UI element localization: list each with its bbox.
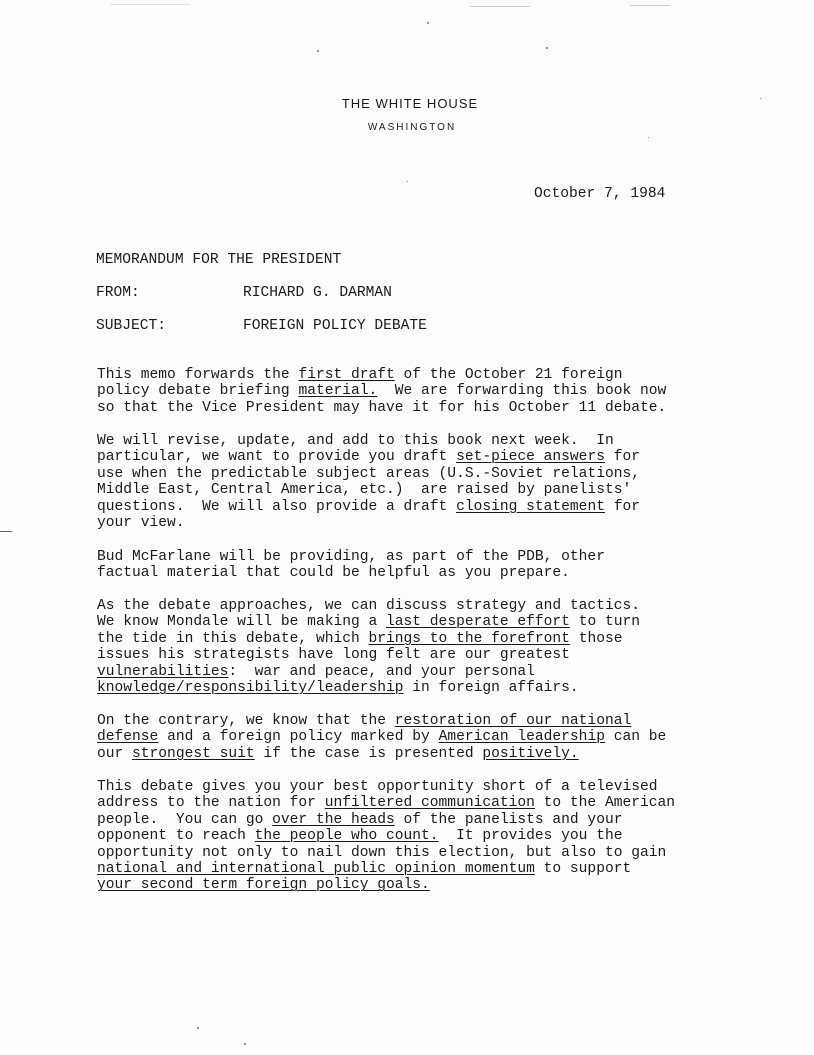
text-run: policy debate briefing xyxy=(97,383,299,400)
text-run: opportunity not only to nail down this election, but also to gain xyxy=(97,844,667,861)
text-line xyxy=(97,383,757,399)
text-run: to the American xyxy=(534,795,676,812)
text-run: use when the predictable subject areas (U.S.-Soviet relations, xyxy=(97,465,640,482)
text-line xyxy=(97,400,757,416)
text-run: We know Mondale will be making a xyxy=(97,614,387,631)
scan-speck xyxy=(648,137,649,138)
text-run: those xyxy=(569,630,623,647)
underlined-phrase: national and international public opinion momentum xyxy=(97,860,535,877)
text-line xyxy=(97,729,757,745)
text-line xyxy=(97,367,757,383)
text-line xyxy=(97,631,757,647)
text-run: issues his strategists have long felt are our greatest xyxy=(97,647,570,664)
text-line xyxy=(97,861,757,877)
text-line xyxy=(97,598,757,614)
underlined-phrase: positively. xyxy=(482,745,579,762)
text-line xyxy=(97,680,757,696)
text-line xyxy=(97,877,757,893)
scan-speck xyxy=(244,1043,246,1045)
text-run: We will revise, update, and add to this book next week. In xyxy=(97,433,614,449)
text-run: On the contrary, we know that the xyxy=(97,713,395,729)
scan-speck xyxy=(317,50,319,52)
scan-mark xyxy=(470,6,530,7)
text-line xyxy=(97,482,757,498)
text-run: to turn xyxy=(569,614,640,631)
text-run: : war and peace, and your personal xyxy=(228,663,535,680)
text-run: It provides you the xyxy=(438,828,623,845)
from-value: RICHARD G. DARMAN xyxy=(243,285,392,301)
text-line xyxy=(97,515,757,531)
text-line xyxy=(97,664,757,680)
text-line xyxy=(97,565,757,581)
paragraph-6 xyxy=(97,779,757,894)
underlined-phrase: knowledge/responsibility/leadership xyxy=(97,679,404,696)
scan-speck xyxy=(760,98,761,99)
text-line xyxy=(97,746,757,762)
text-run: Middle East, Central America, etc.) are raised by panelists' xyxy=(97,482,632,499)
letterhead-title: THE WHITE HOUSE xyxy=(341,96,479,111)
paragraph-3 xyxy=(97,549,757,582)
text-line xyxy=(97,845,757,861)
text-line xyxy=(97,466,757,482)
underlined-phrase: the people who count. xyxy=(254,828,439,845)
text-run: for xyxy=(604,449,640,466)
text-run: This debate gives you your best opportunity short of a televised xyxy=(97,779,658,795)
underlined-phrase: vulnerabilities xyxy=(97,663,229,680)
text-run: As the debate approaches, we can discuss strategy and tactics. xyxy=(97,598,640,614)
underlined-phrase: last desperate effort xyxy=(386,614,570,631)
paragraph-1 xyxy=(97,367,757,416)
text-run: our xyxy=(97,745,133,762)
text-run: in foreign affairs. xyxy=(403,679,579,696)
paragraph-4 xyxy=(97,598,757,696)
underlined-phrase: closing statement xyxy=(456,498,605,515)
memo-addressee: MEMORANDUM FOR THE PRESIDENT xyxy=(96,252,342,268)
text-line xyxy=(97,779,757,795)
text-run: factual material that could be helpful as you prepare. xyxy=(97,565,570,582)
text-run: opponent to reach xyxy=(97,828,255,845)
underlined-phrase: material. xyxy=(298,383,378,400)
text-line xyxy=(97,549,757,565)
scan-mark xyxy=(110,4,190,5)
underlined-phrase: defense xyxy=(97,729,159,746)
scan-speck xyxy=(427,22,429,24)
underlined-phrase: first draft xyxy=(298,367,395,383)
text-line xyxy=(97,828,757,844)
text-run: so that the Vice President may have it for his October 11 debate. xyxy=(97,399,667,416)
paragraph-5 xyxy=(97,713,757,762)
text-line xyxy=(97,433,757,449)
underlined-phrase: your second term foreign policy goals. xyxy=(97,877,430,894)
text-run: particular, we want to provide you draft xyxy=(97,449,457,466)
text-line xyxy=(97,614,757,630)
memo-from-line xyxy=(96,285,392,302)
underlined-phrase: American leadership xyxy=(438,729,605,746)
text-run: address to the nation for xyxy=(97,795,325,812)
scan-mark xyxy=(630,5,670,6)
text-line xyxy=(97,499,757,515)
scan-speck xyxy=(197,1027,199,1029)
memo-subject-line xyxy=(96,318,427,335)
text-run: can be xyxy=(604,729,667,746)
text-run: This memo forwards the xyxy=(97,367,299,383)
letterhead-subtitle: WASHINGTON xyxy=(367,122,457,133)
text-run: We are forwarding this book now xyxy=(377,383,667,400)
text-run: people. You can go xyxy=(97,811,273,828)
text-run: and a foreign policy marked by xyxy=(158,729,439,746)
from-label: FROM: xyxy=(96,285,140,301)
text-run: questions. We will also provide a draft xyxy=(97,498,457,515)
text-run: for xyxy=(604,498,640,515)
underlined-phrase: unfiltered communication xyxy=(324,795,535,812)
text-line xyxy=(97,795,757,811)
underlined-phrase: restoration of our national xyxy=(394,713,632,729)
text-run: of the panelists and your xyxy=(394,811,623,828)
paragraph-2 xyxy=(97,433,757,531)
text-line xyxy=(97,812,757,828)
scan-speck xyxy=(407,181,408,182)
text-line xyxy=(97,647,757,663)
memo-date: October 7, 1984 xyxy=(534,186,666,202)
underlined-phrase: over the heads xyxy=(272,811,395,828)
scan-mark xyxy=(0,531,12,532)
text-line xyxy=(97,713,757,729)
underlined-phrase: brings to the forefront xyxy=(368,630,570,647)
text-run: the tide in this debate, which xyxy=(97,630,369,647)
text-run: Bud McFarlane will be providing, as part of the PDB, other xyxy=(97,549,605,565)
text-line xyxy=(97,449,757,465)
text-run: to support xyxy=(534,860,632,877)
text-run: your view. xyxy=(97,514,185,531)
text-run: if the case is presented xyxy=(254,745,483,762)
subject-value: FOREIGN POLICY DEBATE xyxy=(243,318,427,334)
subject-label: SUBJECT: xyxy=(96,318,167,334)
text-run: of the October 21 foreign xyxy=(394,367,623,383)
underlined-phrase: strongest suit xyxy=(132,745,255,762)
scan-speck xyxy=(546,47,548,49)
underlined-phrase: set-piece answers xyxy=(456,449,605,466)
